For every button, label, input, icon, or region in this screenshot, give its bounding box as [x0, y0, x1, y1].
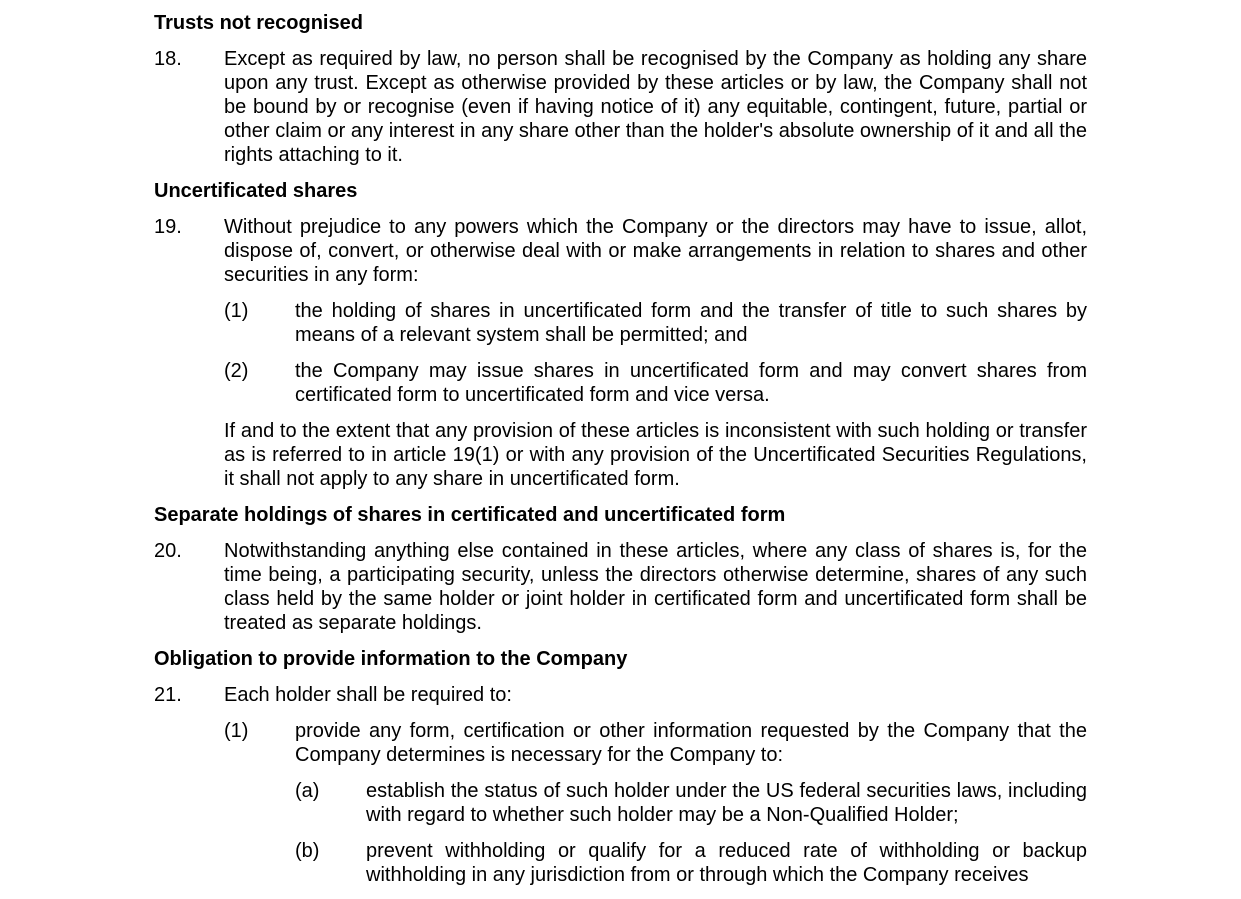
- article-number: 20.: [154, 540, 182, 562]
- article-21-paragraph-1: [154, 719, 1087, 767]
- heading-uncertificated-shares: Uncertificated shares: [154, 180, 358, 202]
- article-19-continuation: [154, 419, 1087, 491]
- article-19: [154, 215, 1087, 287]
- article-text: Notwithstanding anything else contained in these articles, where any class of shares is, for the time being, a participating security, unless the directors otherwise determine, shares of any such class held by the same holder or joint holder in certificated form and uncertificated form shall be treated as separate holdings.: [224, 540, 1087, 634]
- article-21-subparagraph-b: [154, 839, 1087, 887]
- subparagraph-text: prevent withholding or qualify for a reduced rate of withholding or backup withholding in any jurisdiction from or through which the Company receives: [366, 840, 1087, 886]
- paragraph-text: the Company may issue shares in uncertificated form and may convert shares from certificated form to uncertificated form and vice versa.: [295, 360, 1087, 406]
- article-18: [154, 47, 1087, 167]
- article-number: 19.: [154, 216, 182, 238]
- article-number: 18.: [154, 48, 182, 70]
- article-21: [154, 683, 1087, 707]
- article-20: [154, 539, 1087, 635]
- subparagraph-number: (a): [295, 780, 320, 802]
- paragraph-number: (2): [224, 360, 249, 382]
- paragraph-number: (1): [224, 300, 249, 322]
- paragraph-number: (1): [224, 720, 249, 742]
- article-19-paragraph-2: [154, 359, 1087, 407]
- heading-trusts-not-recognised: Trusts not recognised: [154, 12, 363, 34]
- subparagraph-number: (b): [295, 840, 320, 862]
- article-21-subparagraph-a: [154, 779, 1087, 827]
- paragraph-text: the holding of shares in uncertificated form and the transfer of title to such shares by means of a relevant system shall be permitted; and: [295, 300, 1087, 346]
- paragraph-text: If and to the extent that any provision of these articles is inconsistent with such holding or transfer as is referred to in article 19(1) or with any provision of the Uncertificated Securities Regulations, it shall not apply to any share in uncertificated form.: [224, 420, 1087, 490]
- subparagraph-text: establish the status of such holder under the US federal securities laws, including with regard to whether such holder may be a Non-Qualified Holder;: [366, 780, 1087, 826]
- article-19-paragraph-1: [154, 299, 1087, 347]
- heading-separate-holdings: Separate holdings of shares in certificated and uncertificated form: [154, 504, 786, 526]
- document-page: [154, 11, 1087, 899]
- heading-obligation-to-provide-information: Obligation to provide information to the Company: [154, 648, 628, 670]
- article-text: Except as required by law, no person shall be recognised by the Company as holding any share upon any trust. Except as otherwise provided by these articles or by law, the Company shall not be bound by or recognise (even if having notice of it) any equitable, contingent, future, partial or other claim or any interest in any share other than the holder's absolute ownership of it and all the rights attaching to it.: [224, 48, 1087, 166]
- article-number: 21.: [154, 684, 182, 706]
- article-text: Each holder shall be required to:: [224, 684, 512, 706]
- paragraph-text: provide any form, certification or other information requested by the Company that the Company determines is necessary for the Company to:: [295, 720, 1087, 766]
- article-text: Without prejudice to any powers which the Company or the directors may have to issue, allot, dispose of, convert, or otherwise deal with or make arrangements in relation to shares and other securities in any form:: [224, 216, 1087, 286]
